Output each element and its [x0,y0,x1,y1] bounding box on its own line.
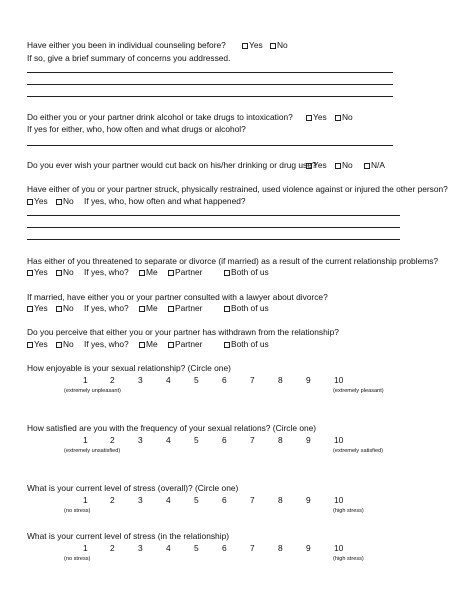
q2-yes-option[interactable]: Yes [306,112,327,122]
scale-option-1[interactable]: 1 [83,495,88,505]
checkbox-icon [56,199,62,205]
scale-high-label: (high stress) [333,508,364,514]
checkbox-icon [139,342,145,348]
q6-both-option[interactable]: Both of us [224,303,269,313]
scale-low-label: (extremely unpleasant) [64,388,121,394]
scale-option-1[interactable]: 1 [83,375,88,385]
scale-option-3[interactable]: 3 [138,435,143,445]
q4-yes-option[interactable]: Yes [27,196,48,206]
scale-high-label: (extremely satisfied) [333,448,384,454]
scale-option-7[interactable]: 7 [250,375,255,385]
q6-no-option[interactable]: No [56,303,74,313]
q2-text: Do either you or your partner drink alcohol or take drugs to intoxication? [27,112,293,122]
checkbox-icon [168,306,174,312]
scale-option-8[interactable]: 8 [278,495,283,505]
checkbox-icon [168,270,174,276]
answer-line[interactable] [27,239,400,240]
checkbox-icon [139,270,145,276]
q7-yes-option[interactable]: Yes [27,339,48,349]
answer-line[interactable] [27,215,400,216]
scale-option-9[interactable]: 9 [306,495,311,505]
scale-option-10[interactable]: 10 [334,543,344,553]
scale-option-4[interactable]: 4 [166,435,171,445]
q7-partner-option[interactable]: Partner [168,339,202,349]
scale-option-7[interactable]: 7 [250,435,255,445]
checkbox-icon [56,270,62,276]
scale-option-10[interactable]: 10 [334,495,344,505]
checkbox-icon [242,43,248,49]
checkbox-icon [27,306,33,312]
scale-low-label: (no stress) [64,508,91,514]
scale-low-label: (extremely unsatisfied) [64,448,121,454]
q3-yes-option[interactable]: Yes [306,160,327,170]
scale-option-4[interactable]: 4 [166,495,171,505]
q6-yes-option[interactable]: Yes [27,303,48,313]
answer-line[interactable] [27,72,393,73]
scale-option-5[interactable]: 5 [194,375,199,385]
q5-partner-option[interactable]: Partner [168,267,202,277]
scale-high-label: (high stress) [333,556,364,562]
q6-text: If married, have either you or your partner consulted with a lawyer about divorce? [27,292,328,302]
scale-option-4[interactable]: 4 [166,543,171,553]
q7-who-label: If yes, who? [84,339,129,349]
scale-option-2[interactable]: 2 [110,435,115,445]
q7-text: Do you perceive that either you or your partner has withdrawn from the relationship? [27,327,339,337]
scale-option-9[interactable]: 9 [306,543,311,553]
q5-both-option[interactable]: Both of us [224,267,269,277]
checkbox-icon [224,270,230,276]
scale-option-10[interactable]: 10 [334,375,344,385]
q5-me-option[interactable]: Me [139,267,158,277]
scale-option-8[interactable]: 8 [278,543,283,553]
q1-yes-option[interactable]: Yes [242,40,263,50]
scale-option-2[interactable]: 2 [110,375,115,385]
scale-option-10[interactable]: 10 [334,435,344,445]
q5-yes-option[interactable]: Yes [27,267,48,277]
q5-text: Has either of you threatened to separate or divorce (if married) as a result of the current relationship problems? [27,256,439,266]
q3-text: Do you ever wish your partner would cut back on his/her drinking or drug use? [27,160,317,170]
checkbox-icon [139,306,145,312]
q2-no-option[interactable]: No [335,112,353,122]
scale-option-2[interactable]: 2 [110,543,115,553]
q1-text: Have either you been in individual counseling before? [27,40,226,50]
q5-no-option[interactable]: No [56,267,74,277]
scale-option-9[interactable]: 9 [306,435,311,445]
scale-option-6[interactable]: 6 [222,375,227,385]
answer-line[interactable] [27,145,393,146]
scale-question: What is your current level of stress (overall)? (Circle one) [27,483,239,493]
scale-option-5[interactable]: 5 [194,495,199,505]
checkbox-icon [27,199,33,205]
scale-option-1[interactable]: 1 [83,543,88,553]
q3-no-option[interactable]: No [335,160,353,170]
scale-option-8[interactable]: 8 [278,375,283,385]
checkbox-icon [335,115,341,121]
q4-followup: If yes, who, how often and what happened? [84,196,246,206]
checkbox-icon [168,342,174,348]
q6-partner-option[interactable]: Partner [168,303,202,313]
checkbox-icon [27,270,33,276]
q1-no-option[interactable]: No [270,40,288,50]
scale-option-8[interactable]: 8 [278,435,283,445]
scale-option-3[interactable]: 3 [138,375,143,385]
scale-option-5[interactable]: 5 [194,543,199,553]
checkbox-icon [270,43,276,49]
scale-option-7[interactable]: 7 [250,495,255,505]
q4-no-option[interactable]: No [56,196,74,206]
checkbox-icon [306,163,312,169]
q2-followup: If yes for either, who, how often and what drugs or alcohol? [27,124,246,134]
answer-line[interactable] [27,84,393,85]
scale-option-6[interactable]: 6 [222,495,227,505]
q4-text: Have either of you or your partner struck, physically restrained, used violence against or injured the other person? [27,184,448,194]
checkbox-icon [364,163,370,169]
checkbox-icon [224,306,230,312]
scale-low-label: (no stress) [64,556,91,562]
checkbox-icon [306,115,312,121]
q6-who-label: If yes, who? [84,303,129,313]
q3-na-option[interactable]: N/A [364,160,385,170]
scale-high-label: (extremely pleasant) [333,388,384,394]
scale-option-4[interactable]: 4 [166,375,171,385]
checkbox-icon [56,342,62,348]
scale-option-3[interactable]: 3 [138,495,143,505]
scale-option-1[interactable]: 1 [83,435,88,445]
scale-question: How enjoyable is your sexual relationship? (Circle one) [27,363,231,373]
scale-option-7[interactable]: 7 [250,543,255,553]
q7-no-option[interactable]: No [56,339,74,349]
scale-question: What is your current level of stress (in the relationship) [27,531,230,541]
q5-who-label: If yes, who? [84,267,129,277]
checkbox-icon [335,163,341,169]
scale-option-5[interactable]: 5 [194,435,199,445]
scale-option-6[interactable]: 6 [222,543,227,553]
q7-both-option[interactable]: Both of us [224,339,269,349]
answer-line[interactable] [27,96,393,97]
q1-followup: If so, give a brief summary of concerns you addressed. [27,53,231,63]
checkbox-icon [56,306,62,312]
scale-option-2[interactable]: 2 [110,495,115,505]
checkbox-icon [27,342,33,348]
scale-option-6[interactable]: 6 [222,435,227,445]
scale-question: How satisfied are you with the frequency of your sexual relations? (Circle one) [27,423,317,433]
q7-me-option[interactable]: Me [139,339,158,349]
checkbox-icon [224,342,230,348]
scale-option-9[interactable]: 9 [306,375,311,385]
q6-me-option[interactable]: Me [139,303,158,313]
scale-option-3[interactable]: 3 [138,543,143,553]
answer-line[interactable] [27,227,400,228]
